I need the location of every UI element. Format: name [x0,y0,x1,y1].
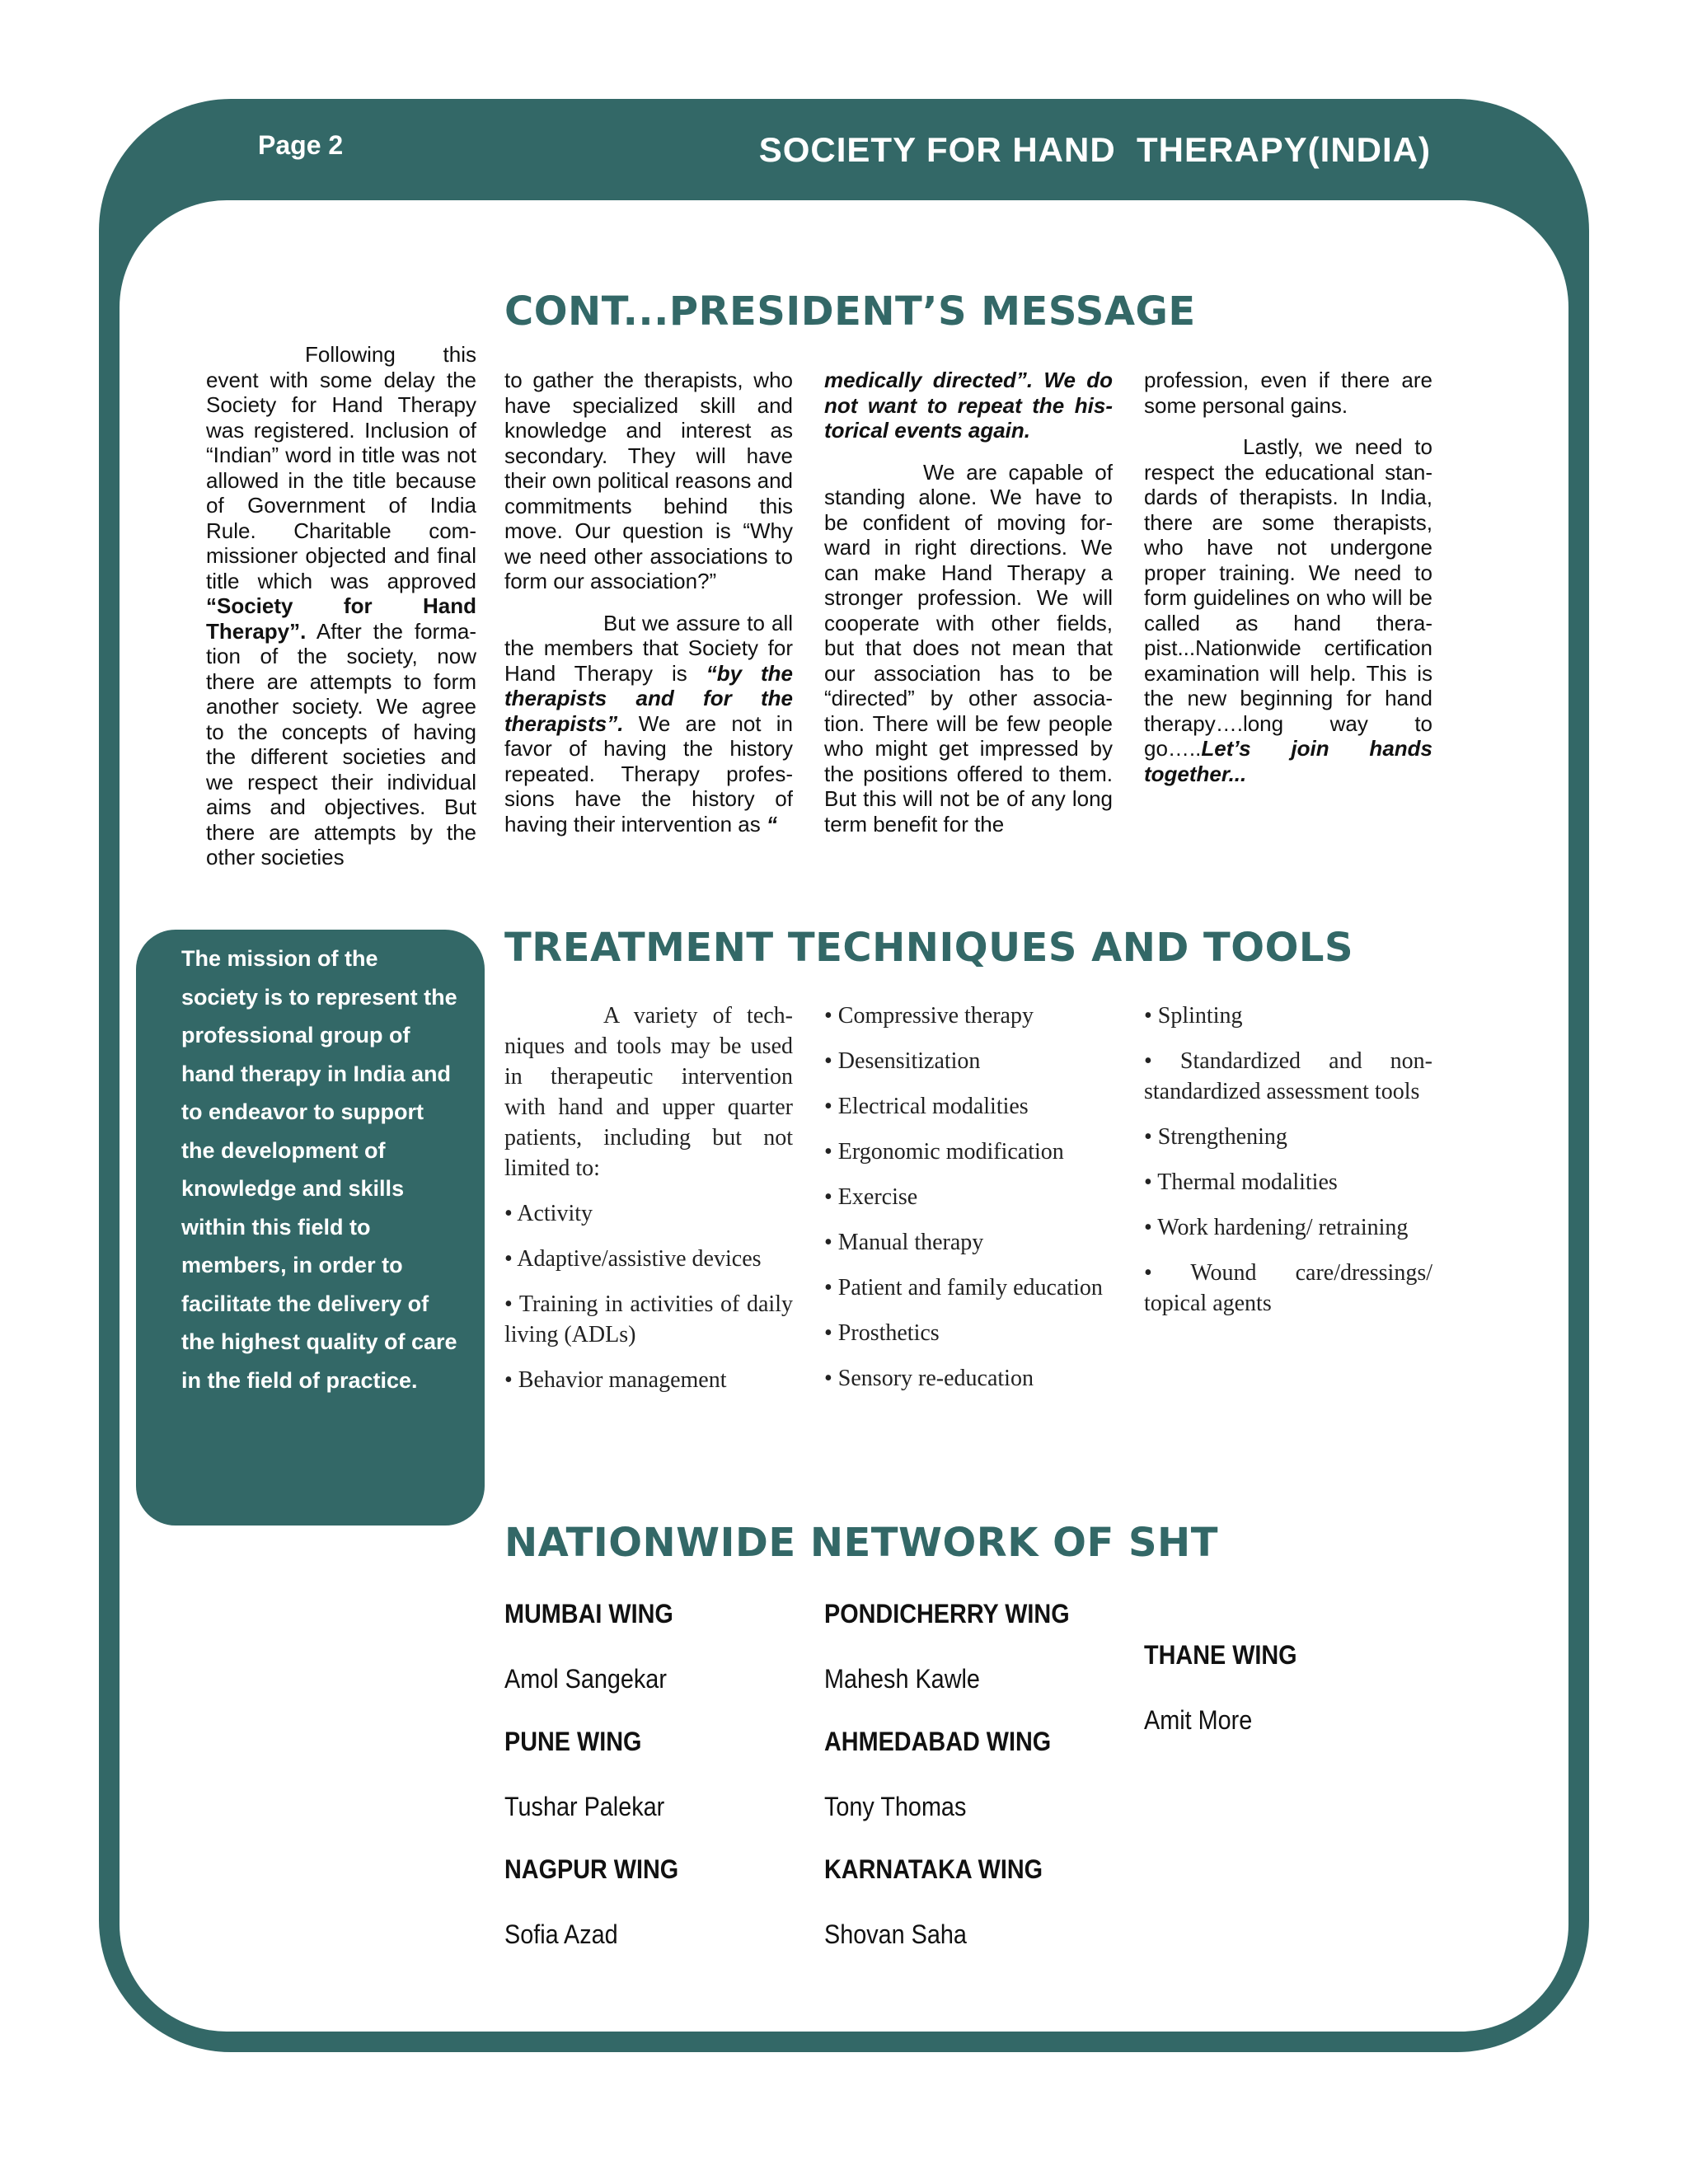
president-col1-paragraph: Following this event with some delay the Society for Hand Therapy was registered. Inclusion of “Indian” word in title was not allowed in the title because of Government of India Rule. Charitable commissioner objected and final title which was approved “Society for Hand Therapy”. After the formation of the society, now there are attempts to form another society. We agree to the concepts of having the different societies and we respect their individual aims and objectives. But there are attempts by the other societies [206,342,476,869]
wing-entry [504,1727,682,1822]
president-col-3 [824,368,1113,853]
mission-statement-box [136,930,485,1526]
treatment-item: • Thermal modalities [1144,1169,1338,1195]
president-col-1 [206,342,476,887]
wing-contact: Amol Sangekar [504,1664,667,1694]
treatment-item: • Exercise [824,1184,918,1210]
treatment-item: • Training in activities of daily living (ADLs) [504,1291,793,1347]
wing-contact: Tushar Palekar [504,1792,665,1821]
president-col4-paragraph-2: Lastly, we need to respect the educational standards of therapists. In India, there are some therapists, who have not undergone proper training. We need to form guidelines on who will be called as hand therapist...Nationwide certification examination will help. This is the new beginning for hand therapy….long way to go…..Let’s join hands together... [1144,434,1432,786]
treatment-item: • Compressive therapy [824,1003,1034,1029]
treatment-intro: A variety of techniques and tools may be used in therapeutic intervention with hand and upper quarter patients, including but not limited to: [504,1003,793,1181]
treatment-item: • Patient and family education [824,1275,1103,1301]
wing-entry [504,1599,692,1694]
treatment-heading: TREATMENT TECHNIQUES AND TOOLS [504,925,1354,971]
wing-name: AHMEDABAD WING [824,1727,1052,1756]
treatment-col-3 [1144,1001,1432,1333]
mission-statement-text: The mission of the society is to represent the professional group of hand therapy in India and to endeavor to support the development of knowledge and skills within this field to members, in order to facilitate the delivery of the highest quality of care in the field of practice. [181,946,457,1393]
newsletter-title: SOCIETY FOR HAND THERAPY(INDIA) [758,130,1431,169]
president-col-2 [504,368,793,853]
wing-name: PONDICHERRY WING [824,1599,1070,1629]
treatment-item: • Splinting [1144,1003,1243,1029]
treatment-item: • Manual therapy [824,1230,984,1255]
wing-name: MUMBAI WING [504,1599,673,1629]
treatment-item: • Standardized and non-standardized assessment tools [1144,1048,1432,1104]
treatment-item: • Work hardening/ retraining [1144,1215,1409,1240]
wing-entry [824,1854,1067,1950]
president-col2-paragraph-1: to gather the therapists, who have specialized skill and knowledge and interest as secondary. They will have their own political reasons and commitments behind this move. Our question is “Why we need other associations to form our association?” [504,368,793,593]
wing-name: NAGPUR WING [504,1854,679,1884]
wing-entry [824,1599,1097,1694]
treatment-item: • Electrical modalities [824,1094,1029,1119]
treatment-item: • Wound care/dressings/ topical agents [1144,1260,1432,1316]
president-col4-paragraph-1: profession, even if there are some personal gains. [1144,368,1432,418]
page-number: Page 2 [258,130,344,160]
treatment-item: • Behavior management [504,1367,727,1393]
treatment-col-2 [824,1001,1113,1408]
wing-name: PUNE WING [504,1727,642,1756]
treatment-item: • Activity [504,1201,593,1226]
wing-name: KARNATAKA WING [824,1854,1043,1884]
wing-contact: Tony Thomas [824,1792,967,1821]
president-col2-paragraph-2: But we assure to all the members that Society for Hand Therapy is “by the therapists and for the therapists”. We are not in favor of having the history repeated. Therapy professions have the history of having their intervention as “ [504,610,793,837]
wing-contact: Mahesh Kawle [824,1664,980,1694]
wing-name: THANE WING [1144,1640,1297,1670]
wing-contact: Amit More [1144,1705,1253,1735]
wing-entry [1144,1640,1314,1736]
president-col-4 [1144,368,1432,803]
treatment-item: • Ergonomic modification [824,1139,1064,1165]
wing-contact: Sofia Azad [504,1919,618,1949]
president-col3-paragraph-2: We are capable of standing alone. We have to be confident of moving forward in right directions. We can make Hand Therapy a stronger profession. We will cooperate with other fields, but that does not mean that our association has to be “directed” by other association. There will be few people who might get impressed by the positions offered to them. But this will not be of any long term benefit for the [824,459,1113,837]
president-col3-paragraph-1: medically directed”. We do not want to repeat the historical events again. [824,368,1113,443]
wing-entry [824,1727,1076,1822]
treatment-item: • Strengthening [1144,1124,1287,1150]
treatment-col-1 [504,1001,793,1410]
treatment-item: • Desensitization [824,1048,981,1074]
treatment-item: • Prosthetics [824,1320,940,1346]
wing-entry [504,1854,698,1950]
network-heading: NATIONWIDE NETWORK OF SHT [504,1520,1218,1566]
president-heading: CONT...PRESIDENT’S MESSAGE [504,288,1196,335]
treatment-item: • Sensory re-education [824,1366,1034,1391]
wing-contact: Shovan Saha [824,1919,967,1949]
treatment-item: • Adaptive/assistive devices [504,1246,762,1272]
